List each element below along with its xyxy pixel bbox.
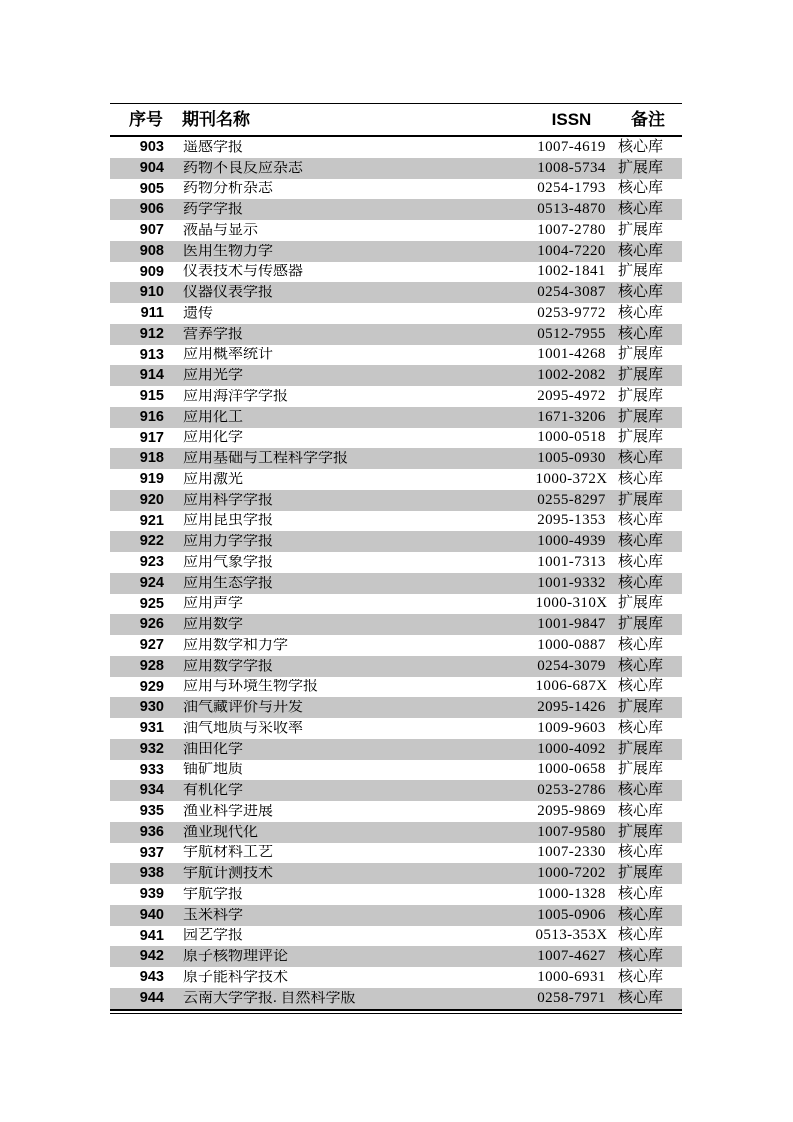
row-remark: 核心库 xyxy=(618,782,664,799)
row-serial-number: 939 xyxy=(139,886,164,903)
row-serial-number: 942 xyxy=(139,948,164,965)
row-issn: 1001-7313 xyxy=(537,553,606,570)
row-serial-number: 941 xyxy=(139,927,164,944)
row-issn: 1000-310X xyxy=(535,595,608,612)
header-serial-number: 序号 xyxy=(129,110,163,129)
table-row xyxy=(110,531,682,552)
row-journal-name: 应用数学学报 xyxy=(183,658,274,674)
table-row xyxy=(110,303,682,324)
row-remark: 扩展库 xyxy=(618,595,664,612)
table-row xyxy=(110,988,682,1009)
table-row xyxy=(110,884,682,905)
row-serial-number: 936 xyxy=(139,823,164,840)
row-journal-name: 云南大学学报. 自然科学版 xyxy=(183,990,356,1006)
row-journal-name: 园艺学报 xyxy=(183,928,244,944)
row-issn: 1009-9603 xyxy=(537,719,606,736)
row-remark: 扩展库 xyxy=(618,429,664,446)
row-issn: 1001-4268 xyxy=(537,346,606,363)
row-serial-number: 919 xyxy=(139,471,164,488)
row-issn: 0253-9772 xyxy=(537,304,606,321)
row-journal-name: 应用基础与工程科学学报 xyxy=(183,451,349,467)
row-journal-name: 应用化工 xyxy=(183,409,244,425)
table-row xyxy=(110,282,682,303)
row-serial-number: 912 xyxy=(139,325,164,342)
table-row xyxy=(110,448,682,469)
row-serial-number: 938 xyxy=(139,865,164,882)
row-issn: 2095-1426 xyxy=(537,699,606,716)
row-issn: 1008-5734 xyxy=(537,159,606,176)
row-journal-name: 应用力学学报 xyxy=(183,534,274,550)
table-row xyxy=(110,469,682,490)
row-issn: 0254-1793 xyxy=(537,180,606,197)
row-journal-name: 玉米科学 xyxy=(183,907,244,923)
table-row xyxy=(110,158,682,179)
row-journal-name: 遗传 xyxy=(183,305,214,321)
row-journal-name: 渔业科学进展 xyxy=(183,803,274,819)
row-issn: 0513-353X xyxy=(535,927,608,944)
row-journal-name: 应用概率统计 xyxy=(183,347,274,363)
row-journal-name: 应用化学 xyxy=(183,430,244,446)
row-remark: 扩展库 xyxy=(618,761,664,778)
row-remark: 核心库 xyxy=(618,553,664,570)
row-issn: 2095-4972 xyxy=(537,387,606,404)
row-serial-number: 905 xyxy=(139,180,164,197)
row-journal-name: 应用气象学报 xyxy=(183,554,274,570)
row-issn: 0254-3079 xyxy=(537,657,606,674)
header-remark: 备注 xyxy=(631,110,665,129)
table-row xyxy=(110,926,682,947)
row-issn: 0254-3087 xyxy=(537,284,606,301)
row-remark: 核心库 xyxy=(618,678,664,695)
table-row xyxy=(110,843,682,864)
row-journal-name: 有机化学 xyxy=(183,783,244,799)
row-serial-number: 921 xyxy=(139,512,164,529)
row-journal-name: 应用光学 xyxy=(183,368,244,384)
row-remark: 核心库 xyxy=(618,180,664,197)
row-serial-number: 929 xyxy=(139,678,164,695)
row-journal-name: 原子能科学技术 xyxy=(183,969,289,985)
table-row xyxy=(110,801,682,822)
row-remark: 扩展库 xyxy=(618,740,664,757)
table-row xyxy=(110,345,682,366)
row-remark: 扩展库 xyxy=(618,263,664,280)
row-issn: 0255-8297 xyxy=(537,491,606,508)
row-serial-number: 913 xyxy=(139,346,164,363)
row-remark: 核心库 xyxy=(618,636,664,653)
row-serial-number: 924 xyxy=(139,574,164,591)
table-row xyxy=(110,739,682,760)
row-remark: 扩展库 xyxy=(618,865,664,882)
table-row xyxy=(110,365,682,386)
row-serial-number: 937 xyxy=(139,844,164,861)
table-row xyxy=(110,511,682,532)
row-journal-name: 药物分析杂志 xyxy=(183,181,274,197)
table-row xyxy=(110,905,682,926)
row-serial-number: 906 xyxy=(139,201,164,218)
row-serial-number: 915 xyxy=(139,388,164,405)
table-row xyxy=(110,967,682,988)
row-issn: 1671-3206 xyxy=(537,408,606,425)
row-issn: 1007-2780 xyxy=(537,221,606,238)
row-serial-number: 932 xyxy=(139,740,164,757)
table-row xyxy=(110,428,682,449)
table-row xyxy=(110,573,682,594)
table-row xyxy=(110,822,682,843)
table-row xyxy=(110,594,682,615)
table-row xyxy=(110,614,682,635)
row-serial-number: 920 xyxy=(139,491,164,508)
table-row xyxy=(110,718,682,739)
row-issn: 1001-9332 xyxy=(537,574,606,591)
row-journal-name: 油气地质与采收率 xyxy=(183,720,304,736)
header-journal-name: 期刊名称 xyxy=(182,110,250,129)
row-remark: 核心库 xyxy=(618,284,664,301)
row-journal-name: 宇航材料工艺 xyxy=(183,845,274,861)
row-issn: 1005-0906 xyxy=(537,906,606,923)
row-journal-name: 油田化学 xyxy=(183,741,244,757)
row-serial-number: 917 xyxy=(139,429,164,446)
row-remark: 扩展库 xyxy=(618,221,664,238)
row-remark: 核心库 xyxy=(618,325,664,342)
row-serial-number: 944 xyxy=(139,989,164,1006)
row-journal-name: 应用激光 xyxy=(183,471,244,487)
row-serial-number: 928 xyxy=(139,657,164,674)
row-issn: 1002-2082 xyxy=(537,367,606,384)
row-serial-number: 910 xyxy=(139,284,164,301)
row-remark: 核心库 xyxy=(618,968,664,985)
row-issn: 1004-7220 xyxy=(537,242,606,259)
table-row xyxy=(110,552,682,573)
row-remark: 扩展库 xyxy=(618,387,664,404)
row-journal-name: 医用生物力学 xyxy=(183,243,274,259)
row-issn: 0513-4870 xyxy=(537,201,606,218)
row-journal-name: 应用声学 xyxy=(183,596,244,612)
row-issn: 1005-0930 xyxy=(537,450,606,467)
table-row xyxy=(110,490,682,511)
row-issn: 0258-7971 xyxy=(537,989,606,1006)
row-remark: 扩展库 xyxy=(618,699,664,716)
row-issn: 1001-9847 xyxy=(537,616,606,633)
row-remark: 核心库 xyxy=(618,450,664,467)
row-issn: 1007-9580 xyxy=(537,823,606,840)
row-issn: 1000-6931 xyxy=(537,968,606,985)
row-serial-number: 927 xyxy=(139,637,164,654)
row-issn: 1002-1841 xyxy=(537,263,606,280)
header-issn: ISSN xyxy=(551,110,592,129)
row-serial-number: 922 xyxy=(139,533,164,550)
table-row xyxy=(110,760,682,781)
row-remark: 核心库 xyxy=(618,201,664,218)
row-serial-number: 931 xyxy=(139,720,164,737)
row-serial-number: 925 xyxy=(139,595,164,612)
row-issn: 1000-0658 xyxy=(537,761,606,778)
row-serial-number: 904 xyxy=(139,159,164,176)
row-issn: 1000-4939 xyxy=(537,533,606,550)
row-remark: 扩展库 xyxy=(618,159,664,176)
row-remark: 扩展库 xyxy=(618,823,664,840)
row-remark: 核心库 xyxy=(618,574,664,591)
row-serial-number: 934 xyxy=(139,782,164,799)
row-serial-number: 943 xyxy=(139,969,164,986)
row-journal-name: 铀矿地质 xyxy=(183,762,244,778)
row-remark: 核心库 xyxy=(618,927,664,944)
row-serial-number: 908 xyxy=(139,242,164,259)
row-serial-number: 916 xyxy=(139,408,164,425)
row-journal-name: 原子核物理评论 xyxy=(183,949,289,965)
row-journal-name: 遥感学报 xyxy=(183,139,244,155)
row-issn: 1007-2330 xyxy=(537,844,606,861)
row-issn: 1000-372X xyxy=(535,470,608,487)
table-header-row xyxy=(110,103,682,137)
row-serial-number: 923 xyxy=(139,554,164,571)
row-remark: 扩展库 xyxy=(618,346,664,363)
row-issn: 2095-1353 xyxy=(537,512,606,529)
row-remark: 核心库 xyxy=(618,533,664,550)
row-issn: 1000-4092 xyxy=(537,740,606,757)
row-remark: 核心库 xyxy=(618,470,664,487)
row-journal-name: 渔业现代化 xyxy=(183,824,259,840)
row-issn: 1006-687X xyxy=(535,678,608,695)
row-issn: 2095-9869 xyxy=(537,802,606,819)
row-remark: 扩展库 xyxy=(618,408,664,425)
row-remark: 核心库 xyxy=(618,906,664,923)
row-serial-number: 930 xyxy=(139,699,164,716)
row-journal-name: 药物不良反应杂志 xyxy=(183,160,304,176)
table-row xyxy=(110,656,682,677)
table-bottom-rule xyxy=(110,1009,682,1014)
row-serial-number: 940 xyxy=(139,906,164,923)
table-row xyxy=(110,241,682,262)
row-journal-name: 油气藏评价与开发 xyxy=(183,700,304,716)
row-remark: 扩展库 xyxy=(618,367,664,384)
row-journal-name: 应用数学和力学 xyxy=(183,637,289,653)
row-serial-number: 909 xyxy=(139,263,164,280)
row-serial-number: 907 xyxy=(139,222,164,239)
row-journal-name: 应用与环境生物学报 xyxy=(183,679,319,695)
row-remark: 核心库 xyxy=(618,242,664,259)
row-journal-name: 应用海洋学学报 xyxy=(183,388,289,404)
row-serial-number: 914 xyxy=(139,367,164,384)
row-remark: 核心库 xyxy=(618,719,664,736)
row-journal-name: 营养学报 xyxy=(183,326,244,342)
row-remark: 核心库 xyxy=(618,885,664,902)
row-journal-name: 应用生态学报 xyxy=(183,575,274,591)
row-journal-name: 药学学报 xyxy=(183,202,244,218)
table-row xyxy=(110,635,682,656)
row-journal-name: 应用科学学报 xyxy=(183,492,274,508)
row-journal-name: 仪器仪表学报 xyxy=(183,285,274,301)
row-journal-name: 宇航学报 xyxy=(183,886,244,902)
row-serial-number: 935 xyxy=(139,803,164,820)
row-serial-number: 911 xyxy=(140,305,164,322)
row-remark: 核心库 xyxy=(618,844,664,861)
row-serial-number: 918 xyxy=(139,450,164,467)
table-row xyxy=(110,386,682,407)
row-issn: 1007-4619 xyxy=(537,138,606,155)
table-row xyxy=(110,324,682,345)
table-row xyxy=(110,137,682,158)
row-journal-name: 液晶与显示 xyxy=(183,222,259,238)
row-remark: 扩展库 xyxy=(618,491,664,508)
row-serial-number: 933 xyxy=(139,761,164,778)
row-issn: 1000-0518 xyxy=(537,429,606,446)
table-row xyxy=(110,697,682,718)
journal-list-table xyxy=(110,103,682,1014)
table-body xyxy=(110,137,682,1009)
table-row xyxy=(110,220,682,241)
table-row xyxy=(110,946,682,967)
row-issn: 1000-7202 xyxy=(537,865,606,882)
table-row xyxy=(110,262,682,283)
row-remark: 核心库 xyxy=(618,948,664,965)
row-remark: 核心库 xyxy=(618,512,664,529)
row-remark: 核心库 xyxy=(618,304,664,321)
row-remark: 核心库 xyxy=(618,138,664,155)
table-row xyxy=(110,199,682,220)
row-issn: 1000-1328 xyxy=(537,885,606,902)
row-serial-number: 926 xyxy=(139,616,164,633)
row-journal-name: 宇航计测技术 xyxy=(183,866,274,882)
table-row xyxy=(110,677,682,698)
table-row xyxy=(110,780,682,801)
row-issn: 1000-0887 xyxy=(537,636,606,653)
row-journal-name: 应用昆虫学报 xyxy=(183,513,274,529)
row-remark: 核心库 xyxy=(618,802,664,819)
row-journal-name: 应用数学 xyxy=(183,617,244,633)
row-issn: 0253-2786 xyxy=(537,782,606,799)
table-row xyxy=(110,179,682,200)
table-row xyxy=(110,407,682,428)
row-remark: 扩展库 xyxy=(618,616,664,633)
table-row xyxy=(110,863,682,884)
row-issn: 0512-7955 xyxy=(537,325,606,342)
row-journal-name: 仪表技术与传感器 xyxy=(183,264,304,280)
row-issn: 1007-4627 xyxy=(537,948,606,965)
row-remark: 核心库 xyxy=(618,989,664,1006)
row-serial-number: 903 xyxy=(139,139,164,156)
row-remark: 核心库 xyxy=(618,657,664,674)
